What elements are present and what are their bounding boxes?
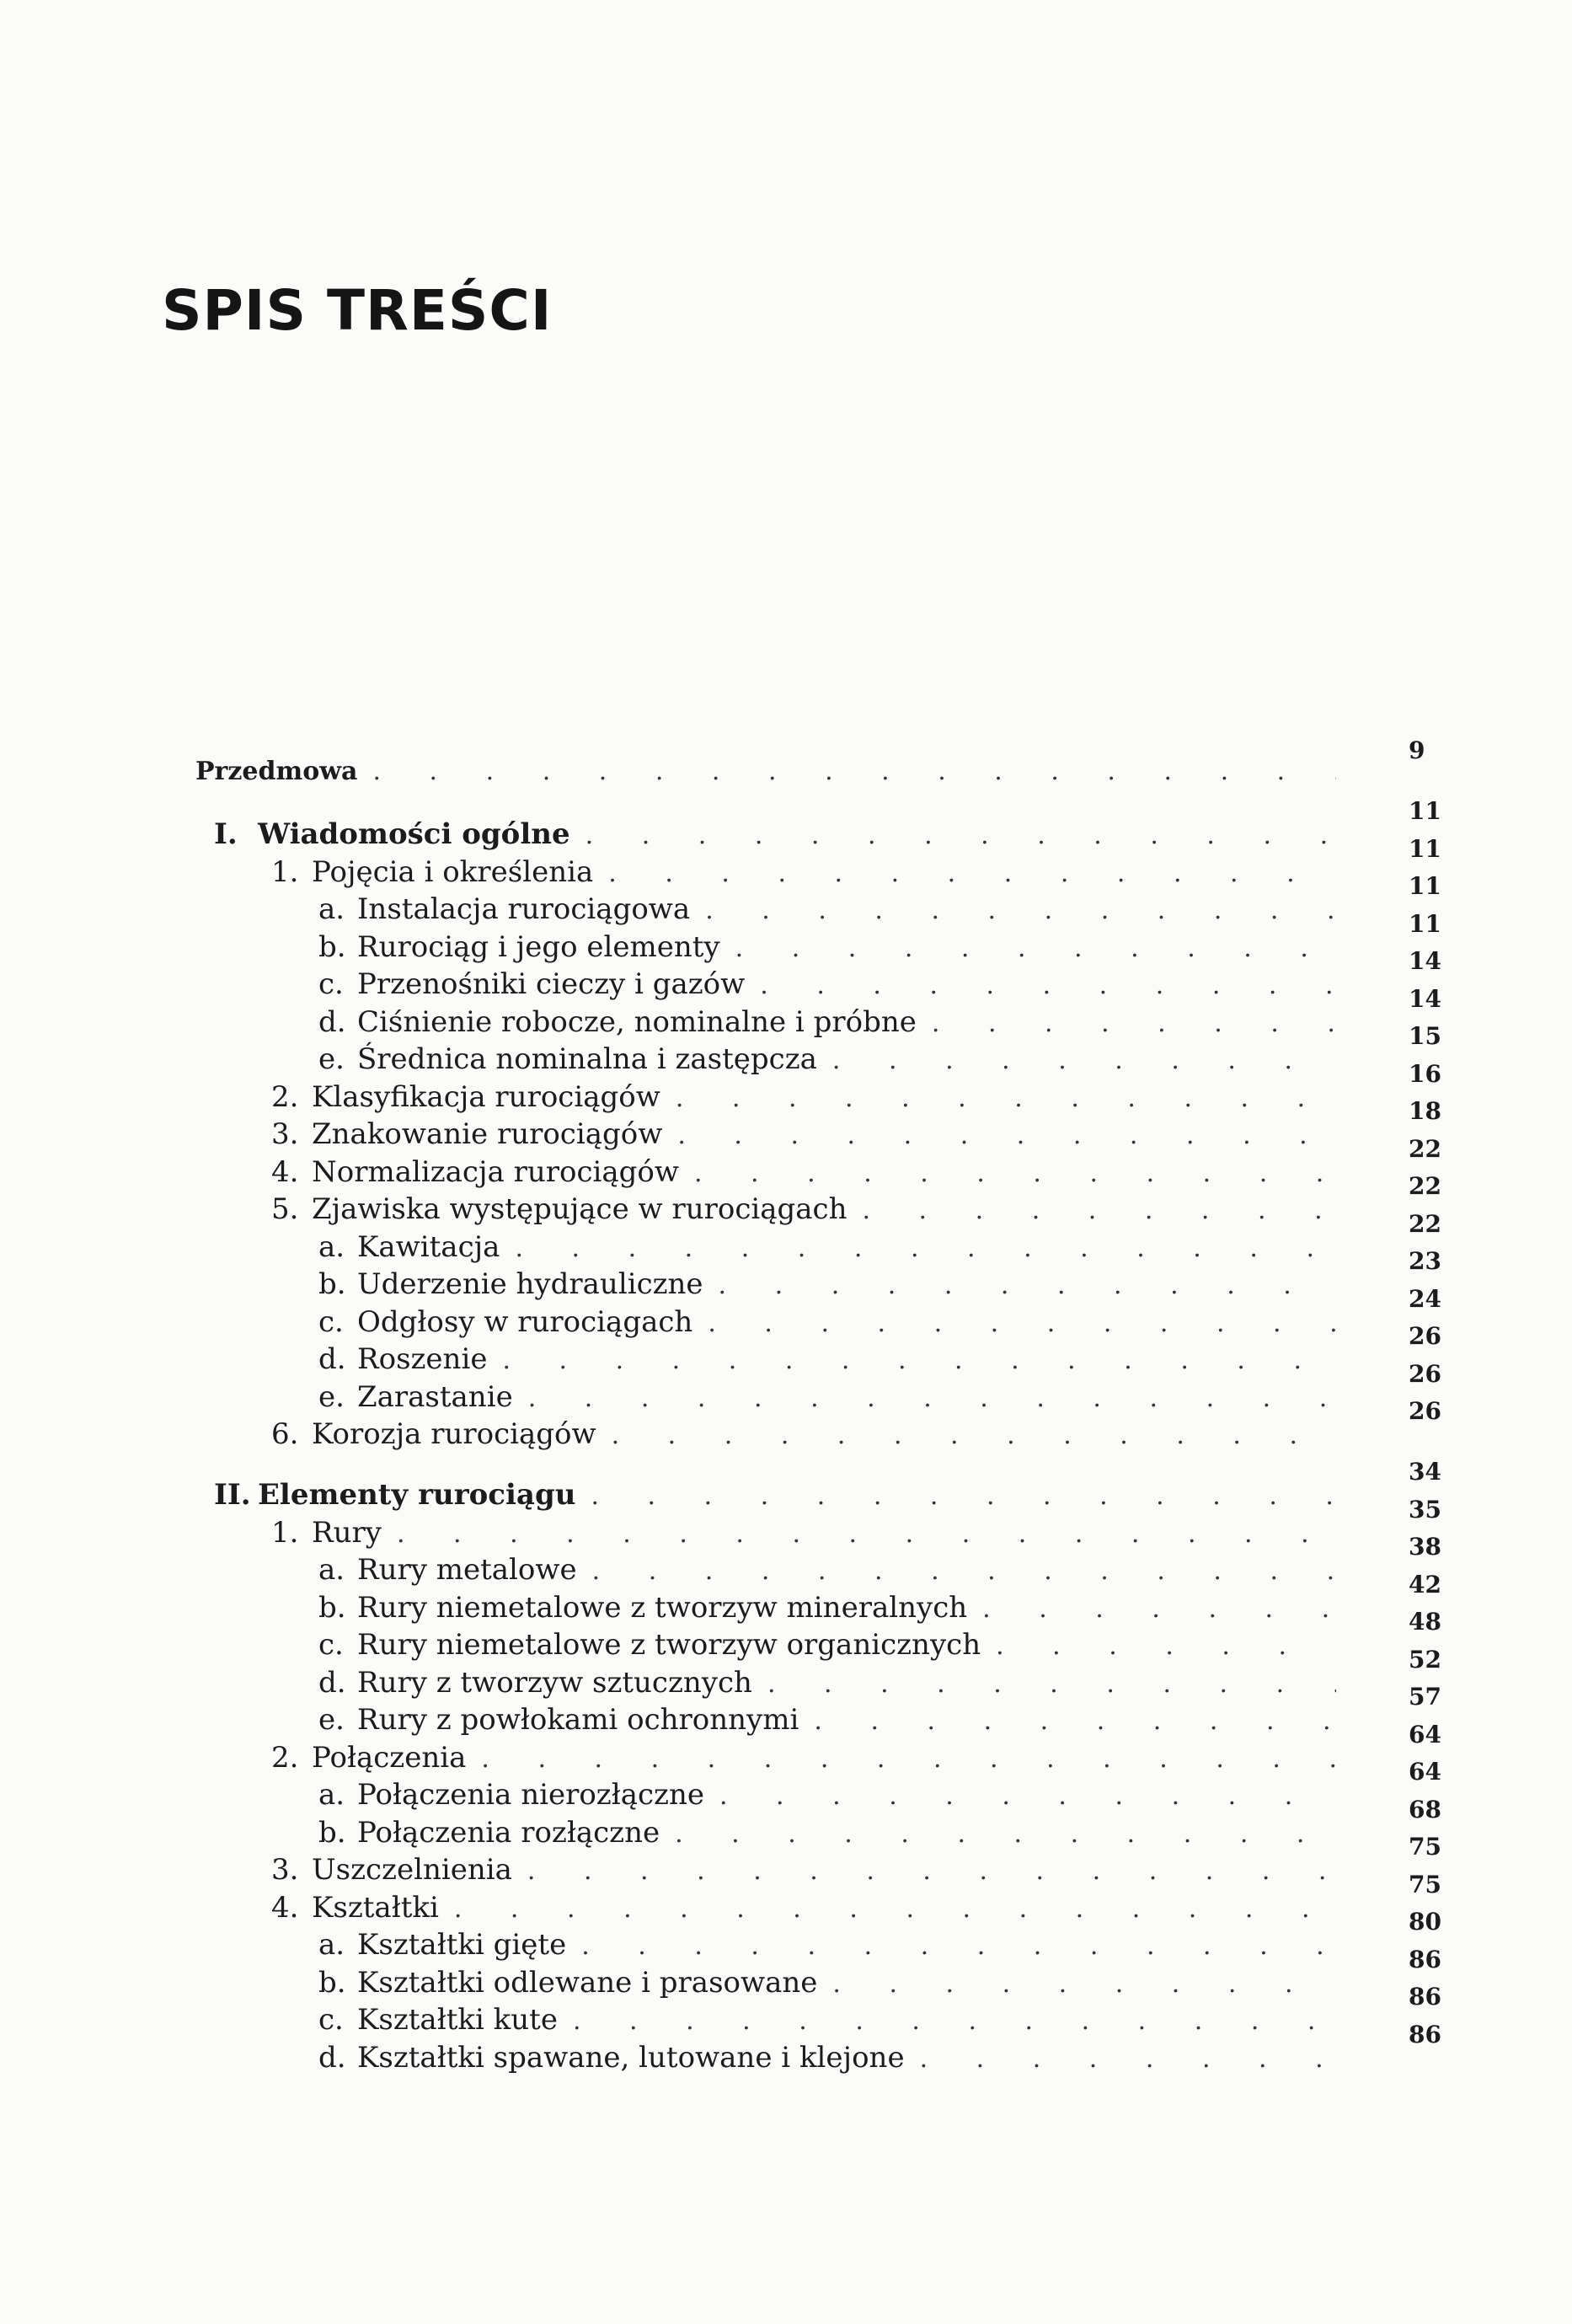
toc-entry-number: c. <box>318 1628 344 1662</box>
toc-entry-number: e. <box>318 1042 345 1076</box>
dot-leader <box>814 1706 1336 1736</box>
toc-entry <box>318 892 1350 929</box>
toc-entry-number: d. <box>318 2040 346 2075</box>
toc-entry <box>318 2003 1350 2040</box>
toc-entry <box>318 1267 1350 1304</box>
toc-entry <box>318 930 1350 967</box>
toc-entry-label: Klasyfikacja rurociągów <box>312 1079 660 1114</box>
dot-leader <box>502 1346 1336 1375</box>
toc-entry-page: 86 <box>1409 1983 1441 2011</box>
toc-entry-label: Korozja rurociągów <box>312 1417 596 1451</box>
toc-entry <box>318 967 1350 1004</box>
toc-entry-page: 34 <box>1409 1458 1441 1486</box>
toc-entry-label: Ciśnienie robocze, nominalne i próbne <box>357 1004 917 1039</box>
toc-entry <box>318 2041 1350 2078</box>
toc-entry-page: 86 <box>1409 2020 1441 2048</box>
toc-entry-label: Przenośniki cieczy i gazów <box>357 967 746 1001</box>
toc-entry-label: Rury <box>312 1515 382 1550</box>
dot-leader <box>719 1271 1336 1300</box>
toc-entry-number: e. <box>318 1703 345 1737</box>
toc-entry <box>318 1380 1350 1417</box>
dot-leader <box>719 1781 1336 1811</box>
dot-leader <box>996 1631 1336 1661</box>
dot-leader <box>585 821 1336 850</box>
toc-entry-page: 24 <box>1409 1284 1441 1313</box>
toc-entry-number: a. <box>318 1928 345 1962</box>
toc-entry-label: Kształtki gięte <box>357 1928 567 1962</box>
toc-entry-label: Rury niemetalowe z tworzyw mineralnych <box>357 1590 968 1625</box>
toc-entry-number: b. <box>318 1815 346 1850</box>
dot-leader <box>705 896 1336 925</box>
toc-entry <box>318 1230 1350 1267</box>
toc-entry-number: e. <box>318 1379 345 1414</box>
toc-entry-page: 75 <box>1409 1833 1441 1861</box>
dot-leader <box>982 1594 1336 1624</box>
toc-entry-number: b. <box>318 1965 346 2000</box>
toc-entry-number: 4. <box>271 1154 299 1189</box>
toc-entry-number: 2. <box>271 1740 299 1775</box>
toc-entry-page: 80 <box>1409 1908 1441 1936</box>
toc-entry <box>271 855 1350 892</box>
toc-entry-page: 18 <box>1409 1097 1441 1125</box>
toc-entry-number: b. <box>318 1267 346 1301</box>
toc-entry-page: 64 <box>1409 1758 1441 1786</box>
page-title: SPIS TREŚCI <box>162 278 553 343</box>
dot-leader <box>708 1309 1336 1338</box>
dot-leader <box>862 1196 1336 1225</box>
toc-entry-label: Przedmowa <box>195 757 358 786</box>
toc-entry <box>318 1591 1350 1628</box>
toc-entry <box>271 1891 1350 1928</box>
toc-entry-label: Wiadomości ogólne <box>258 817 570 851</box>
dot-leader <box>677 1121 1336 1150</box>
toc-entry-number: d. <box>318 1004 346 1039</box>
toc-entry-page: 11 <box>1409 797 1441 825</box>
dot-leader <box>675 1819 1336 1849</box>
toc-entry-page: 14 <box>1409 984 1441 1013</box>
toc-entry <box>271 1117 1350 1154</box>
toc-entry-label: Zarastanie <box>357 1379 513 1414</box>
toc-entry-page: 26 <box>1409 1359 1441 1388</box>
toc-entry-number: c. <box>318 1304 344 1339</box>
toc-entry-label: Znakowanie rurociągów <box>312 1117 663 1151</box>
toc-entry <box>318 1666 1350 1703</box>
toc-entry-page: 75 <box>1409 1870 1441 1898</box>
dot-leader <box>481 1744 1336 1774</box>
toc-entry-page: 22 <box>1409 1134 1441 1163</box>
dot-leader <box>676 1084 1336 1113</box>
toc-entry-label: Kawitacja <box>357 1229 500 1264</box>
dot-leader <box>528 1384 1336 1413</box>
toc-entry-number: a. <box>318 1229 345 1264</box>
toc-entry-label: Kształtki <box>312 1890 439 1925</box>
toc-entry <box>195 757 1350 794</box>
toc-entry-number: a. <box>318 1553 345 1587</box>
dot-leader <box>832 1969 1336 1999</box>
toc-entry-page: 11 <box>1409 872 1441 900</box>
toc-entry-label: Pojęcia i określenia <box>312 854 594 889</box>
toc-entry-label: Uderzenie hydrauliczne <box>357 1267 703 1301</box>
dot-leader <box>573 2006 1336 2036</box>
toc-entry-page: 38 <box>1409 1533 1441 1561</box>
toc-entry-page: 9 <box>1409 736 1425 764</box>
toc-entry-number: b. <box>318 1590 346 1625</box>
toc-entry-label: Połączenia rozłączne <box>357 1815 660 1850</box>
dot-leader <box>591 1481 1336 1511</box>
toc-entry-number: 5. <box>271 1192 299 1226</box>
toc-entry <box>271 1741 1350 1778</box>
toc-entry-number: 6. <box>271 1417 299 1451</box>
toc-entry-number: 2. <box>271 1079 299 1114</box>
toc-entry-number: 3. <box>271 1117 299 1151</box>
toc-entry <box>318 1553 1350 1590</box>
toc-entry <box>214 817 1350 854</box>
toc-entry-page: 57 <box>1409 1683 1441 1711</box>
dot-leader <box>527 1856 1336 1886</box>
toc-entry <box>271 1192 1350 1229</box>
toc-entry-number: 1. <box>271 1515 299 1550</box>
dot-leader <box>920 2044 1336 2074</box>
toc-entry-label: Kształtki odlewane i prasowane <box>357 1965 818 2000</box>
toc-entry <box>318 1778 1350 1815</box>
toc-entry-page: 23 <box>1409 1247 1441 1275</box>
toc-entry-label: Rury metalowe <box>357 1553 577 1587</box>
toc-entry-label: Roszenie <box>357 1342 488 1376</box>
dot-leader <box>760 971 1336 1000</box>
toc-entry-label: Normalizacja rurociągów <box>312 1154 679 1189</box>
toc-entry <box>271 1080 1350 1117</box>
toc-entry-number: b. <box>318 929 346 964</box>
dot-leader <box>832 1046 1336 1075</box>
dot-leader <box>735 934 1336 963</box>
toc-entry-page: 15 <box>1409 1022 1441 1050</box>
toc-entry-page: 11 <box>1409 834 1441 863</box>
toc-entry-label: Zjawiska występujące w rurociągach <box>312 1192 847 1226</box>
dot-leader <box>397 1519 1336 1549</box>
toc-entry-label: Uszczelnienia <box>312 1853 512 1887</box>
dot-leader <box>767 1669 1336 1699</box>
toc-entry-page: 35 <box>1409 1495 1441 1523</box>
toc-entry <box>318 1628 1350 1665</box>
toc-entry-number: 4. <box>271 1890 299 1925</box>
toc-entry-label: Połączenia <box>312 1740 467 1775</box>
toc-entry-label: Rury z powłokami ochronnymi <box>357 1703 799 1737</box>
toc-entry <box>318 1305 1350 1342</box>
toc-entry <box>318 1966 1350 2003</box>
toc-entry-page: 42 <box>1409 1570 1441 1598</box>
toc-entry-label: Kształtki kute <box>357 2003 558 2037</box>
toc-entry-page: 86 <box>1409 1945 1441 1973</box>
dot-leader <box>612 1421 1336 1450</box>
toc-entry-label: Rurociąg i jego elementy <box>357 929 720 964</box>
toc-entry-page: 16 <box>1409 1059 1441 1088</box>
toc-entry-number: 1. <box>271 854 299 889</box>
toc-entry-number: a. <box>318 892 345 926</box>
toc-entry-number: a. <box>318 1778 345 1812</box>
dot-leader <box>608 859 1336 888</box>
toc-entry-page: 22 <box>1409 1209 1441 1238</box>
toc-entry-page: 11 <box>1409 909 1441 938</box>
dot-leader <box>694 1159 1336 1188</box>
toc-entry <box>318 1005 1350 1042</box>
toc-entry-page: 14 <box>1409 947 1441 975</box>
toc-entry-number: I. <box>214 817 238 851</box>
toc-entry <box>318 1928 1350 1965</box>
toc-entry-page: 48 <box>1409 1608 1441 1636</box>
toc-entry-label: Rury z tworzyw sztucznych <box>357 1665 752 1700</box>
dot-leader <box>515 1234 1336 1263</box>
dot-leader <box>592 1556 1336 1586</box>
toc-entry-number: c. <box>318 2003 344 2037</box>
toc-entry-label: Kształtki spawane, lutowane i klejone <box>357 2040 905 2075</box>
toc-entry-number: d. <box>318 1342 346 1376</box>
toc-entry <box>271 1155 1350 1192</box>
toc-entry-page: 26 <box>1409 1397 1441 1425</box>
toc-entry-page: 26 <box>1409 1322 1441 1350</box>
dot-leader <box>581 1931 1336 1961</box>
toc-entry <box>318 1042 1350 1079</box>
toc-entry-page: 64 <box>1409 1720 1441 1748</box>
toc-entry-number: II. <box>214 1478 251 1512</box>
toc-entry-label: Połączenia nierozłączne <box>357 1778 704 1812</box>
toc-entry <box>318 1816 1350 1853</box>
dot-leader <box>932 1009 1336 1038</box>
toc-entry-number: 3. <box>271 1853 299 1887</box>
toc-entry <box>271 1417 1350 1454</box>
toc-entry <box>271 1516 1350 1553</box>
toc-entry <box>318 1342 1350 1379</box>
toc-entry-page: 52 <box>1409 1645 1441 1673</box>
toc-entry-page: 22 <box>1409 1172 1441 1200</box>
toc-entry-number: c. <box>318 967 344 1001</box>
toc-entry <box>318 1703 1350 1740</box>
toc-entry-label: Średnica nominalna i zastępcza <box>357 1042 817 1076</box>
dot-leader <box>372 757 1336 786</box>
toc-entry-label: Instalacja rurociągowa <box>357 892 691 926</box>
toc-entry-label: Odgłosy w rurociągach <box>357 1304 693 1339</box>
toc-entry-label: Rury niemetalowe z tworzyw organicznych <box>357 1628 981 1662</box>
toc-entry-number: d. <box>318 1665 346 1700</box>
toc-entry-label: Elementy rurociągu <box>258 1478 576 1512</box>
dot-leader <box>454 1894 1336 1924</box>
toc-entry <box>271 1853 1350 1890</box>
toc-entry <box>214 1478 1350 1515</box>
toc-entry-page: 68 <box>1409 1795 1441 1823</box>
